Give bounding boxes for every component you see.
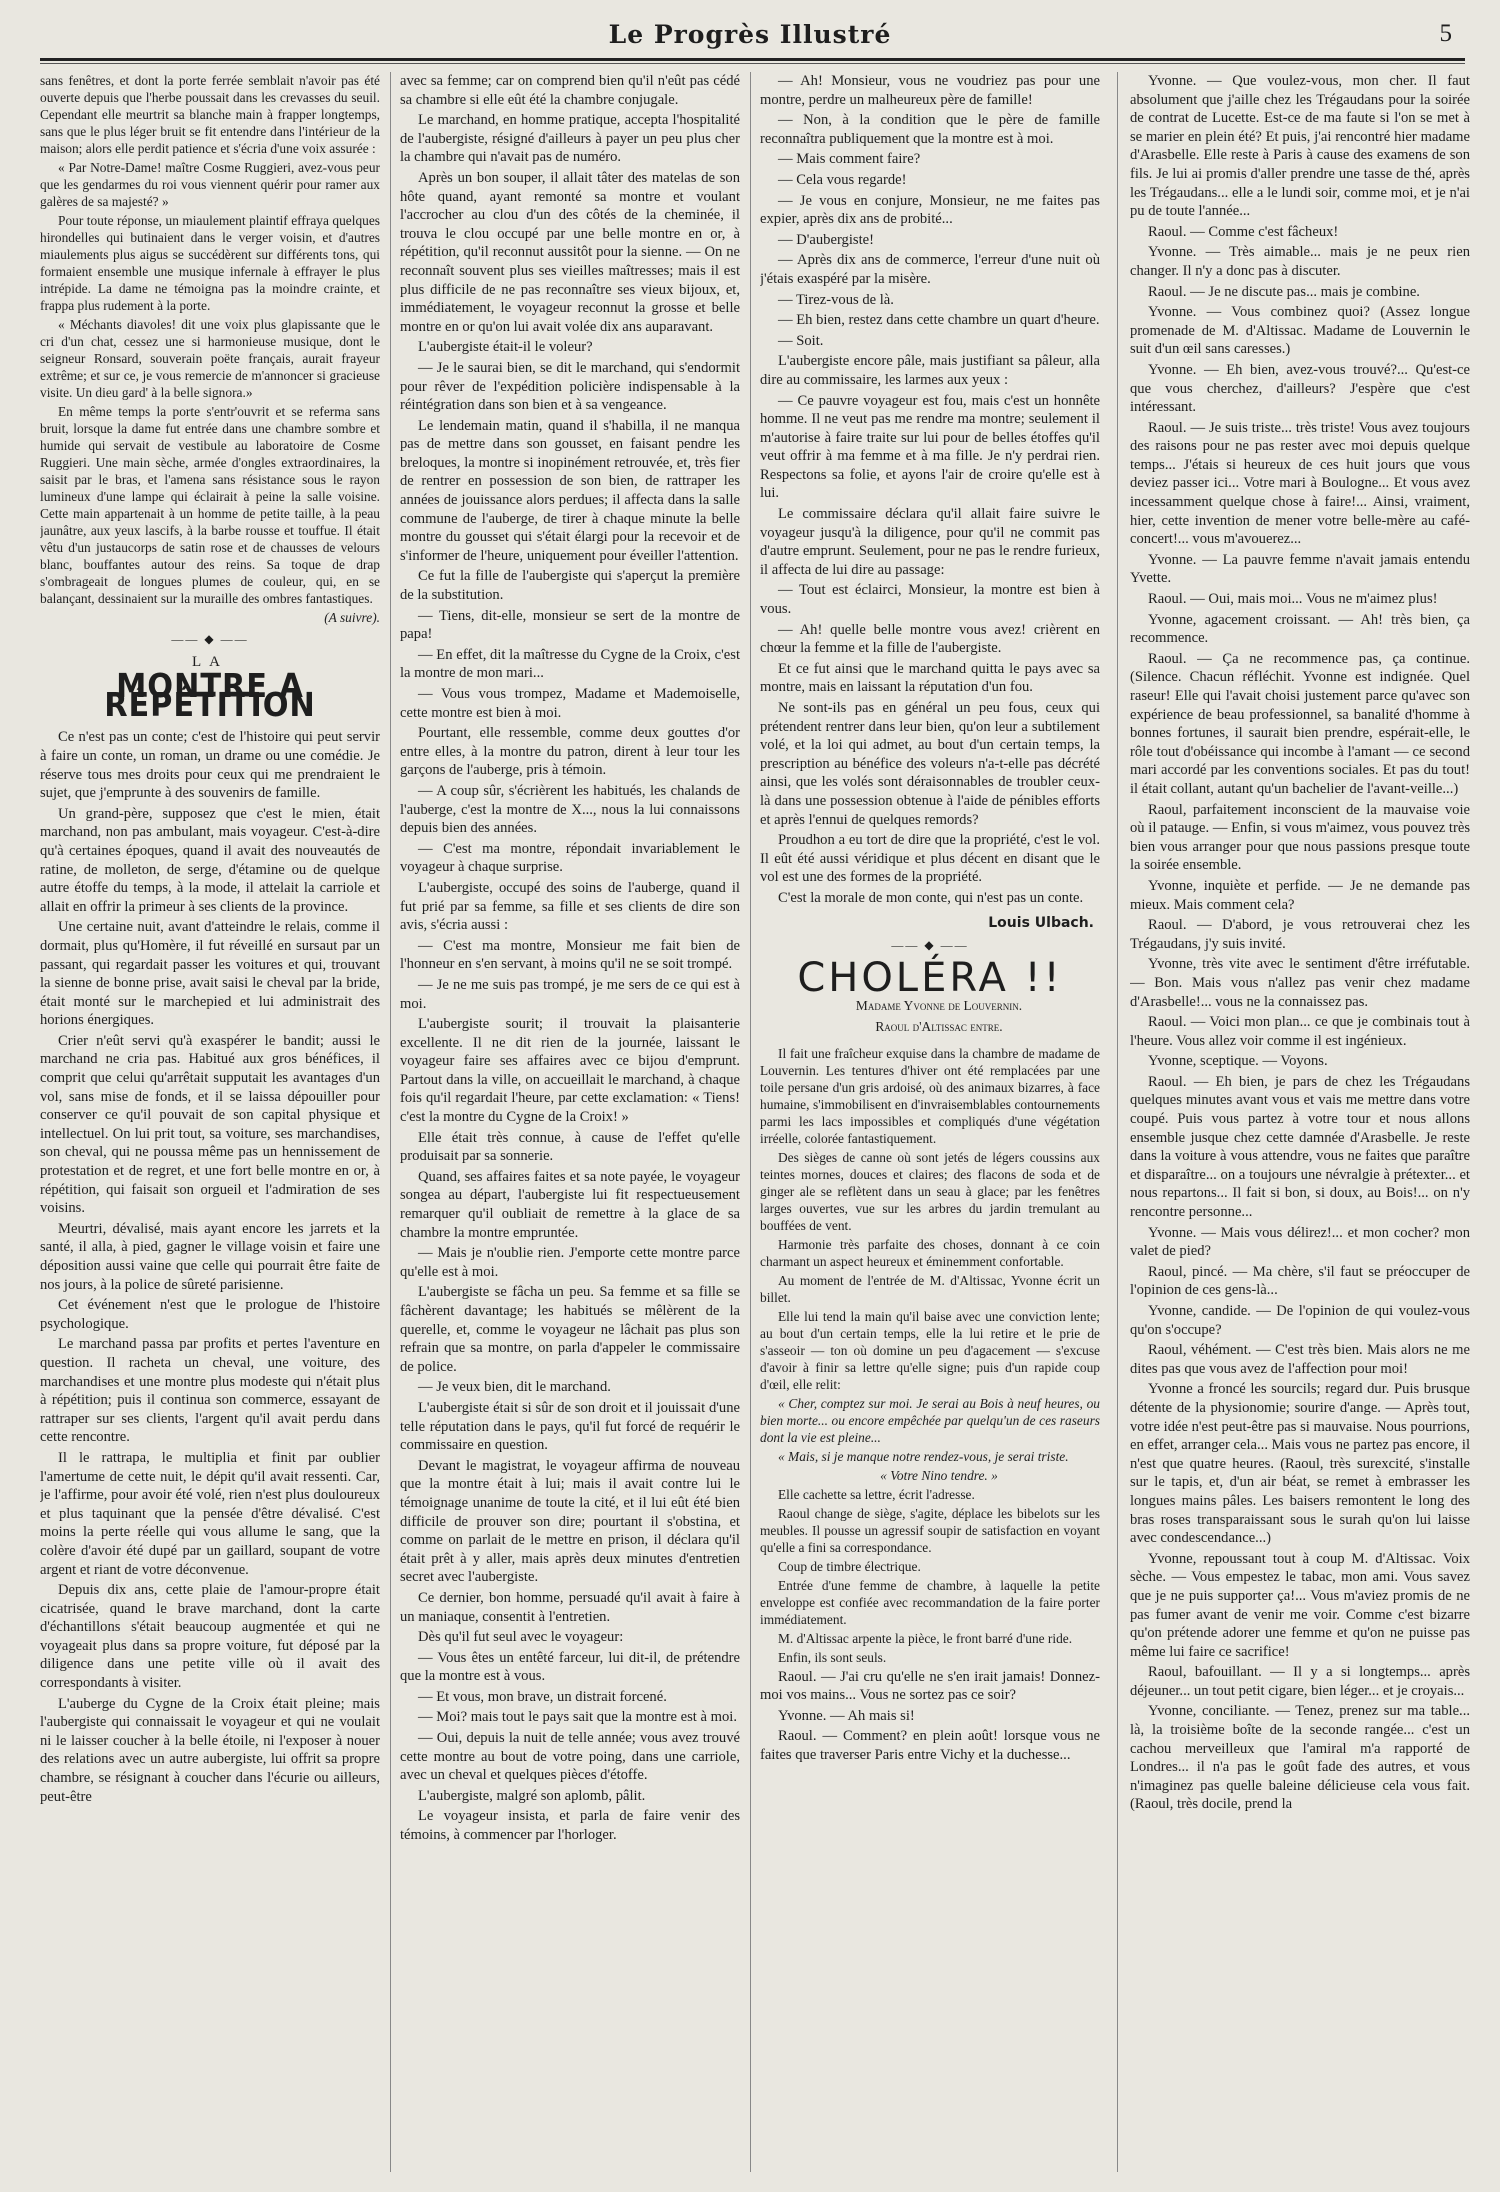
paragraph: Le commissaire déclara qu'il allait faire suivre le voyageur jusqu'à la diligence, pour qu'il ne commit pas d'autre emprunt. Seulement, pour ne pas le rendre furieux, il affecta de lui dire au passage: <box>760 506 1100 578</box>
column-1 <box>40 72 380 2172</box>
separator-ornament: —— ◆ —— <box>891 938 969 953</box>
paragraph: Elle cachette sa lettre, écrit l'adresse. <box>778 1486 975 1502</box>
paragraph: sans fenêtres, et dont la porte ferrée semblait n'avoir pas été ouverte depuis que l'herbe poussait dans les crevasses du seuil. Cependant elle meurtrit sa blanche main à frapper longtemps, sans que le plus léger bruit se fit entendre dans l'intérieur de la maison; alors elle perdit patience et s'écria d'une voix assurée : <box>40 73 380 156</box>
paragraph: Au moment de l'entrée de M. d'Altissac, Yvonne écrit un billet. <box>760 1272 1100 1305</box>
paragraph: L'aubergiste se fâcha un peu. Sa femme et sa fille se fâchèrent davantage; les habitués se mêlèrent de la querelle, et, comme le voyageur ne lâchait pas plus son refrain que sa montre, on parla d'appeler le commissaire de police. <box>400 1284 740 1375</box>
dialogue-line: Raoul, véhément. — C'est très bien. Mais alors ne me dites pas que vous avez de l'affection pour moi! <box>1130 1342 1470 1377</box>
paragraph: Une certaine nuit, avant d'atteindre le relais, comme il dormait, plus qu'Homère, il fut réveillé en sursaut par un passant, qui regardait passer les voitures et qui, trouvant la sienne de bonne prise, avait saisi le cheval par la bride, était monté sur le marchepied et lui administrait des horions énergiques. <box>40 919 380 1029</box>
paragraph: Elle lui tend la main qu'il baise avec une conviction lente; au bout d'un certain temps, elle la lui retire et le prie de s'asseoir — ton où domine un peu d'agacement — s'excuse d'avoir à finir sa lettre qu'elle signe; puis d'un rapide coup d'œil, elle relit: <box>760 1308 1100 1392</box>
column-divider <box>390 72 391 2172</box>
letter-line: « Cher, comptez sur moi. Je serai au Bois à neuf heures, ou bien morte... ou encore empêchée par quelqu'un de ces raseurs dont la vie est pleine... <box>760 1395 1100 1445</box>
paragraph: Ce n'est pas un conte; c'est de l'histoire qui peut servir à faire un conte, un roman, un drame ou une comédie. Je réserve tous mes droits pour ceux qui me prendraient le sujet, que j'emprunte à des souvenirs de famille. <box>40 729 380 802</box>
paragraph: Entrée d'une femme de chambre, à laquelle la petite enveloppe est confiée avec recommandation de la faire porter immédiatement. <box>760 1577 1100 1627</box>
paragraph: — Tiens, dit-elle, monsieur se sert de la montre de papa! <box>400 607 740 643</box>
stage-directions <box>760 1045 1100 1666</box>
paragraph: Harmonie très parfaite des choses, donnant à ce coin charmant un aspect heureux et éminemment confortable. <box>760 1236 1100 1269</box>
paragraph: — D'aubergiste! <box>778 231 874 248</box>
newspaper-title: Le Progrès Illustré <box>608 20 892 49</box>
dialogue-line: Yvonne, inquiète et perfide. — Je ne demande pas mieux. Mais comment cela? <box>1130 877 1470 913</box>
paragraph: L'aubergiste, malgré son aplomb, pâlit. <box>418 1787 646 1804</box>
paragraph: Un grand-père, supposez que c'est le mien, était marchand, non pas ambulant, mais voyageur. C'est-à-dire qu'à certaines époques, quand il avait des nouveautés de ratine, de molleton, de serge, d'étamine ou de quelque autre étoffe du temps, à la mode, il attelait la carriole et allait en offrir la primeur à ses clients de la province. <box>40 805 380 915</box>
dialogue-line: Yvonne, candide. — De l'opinion de qui voulez-vous qu'on s'occupe? <box>1130 1303 1470 1338</box>
dialogue-line: Raoul. — Comme c'est fâcheux! <box>1148 223 1339 240</box>
dialogue-line: Raoul. — Oui, mais moi... Vous ne m'aimez plus! <box>1148 591 1438 608</box>
article-kicker: LA <box>192 653 228 670</box>
separator-ornament: —— ◆ —— <box>171 632 249 646</box>
dialogue-line: Raoul, bafouillant. — Il y a si longtemps... après déjeuner... un tout petit cigare, bien léger... et je croyais... <box>1130 1664 1470 1699</box>
page-number: 5 <box>1439 20 1452 47</box>
paragraph: Des sièges de canne où sont jetés de légers coussins aux teintes mornes, douces et claires; des flacons de soda et de ginger ale se reflètent dans un seau à glace; par les fenêtres larges ouvertes, vue sur les arbres du jardin tremulant au bouffées de vent. <box>760 1149 1100 1233</box>
paragraph: — Vous êtes un entêté farceur, lui dit-il, de prétendre que la montre est à vous. <box>400 1649 740 1685</box>
dialogue-line: Yvonne. — Mais vous délirez!... et mon cocher? mon valet de pied? <box>1130 1224 1470 1260</box>
paragraph: — Eh bien, restez dans cette chambre un quart d'heure. <box>778 312 1100 329</box>
paragraph: — Non, à la condition que le père de famille reconnaîtra publiquement que la montre est à moi. <box>760 112 1100 147</box>
header-rule <box>40 58 1465 61</box>
paragraph: En même temps la porte s'entr'ouvrit et se referma sans bruit, lorsque la dame fut entrée dans une chambre sombre et humide qui servait de vestibule au laboratoire de Cosme Ruggieri. Une main sèche, armée d'ongles extraordinaires, la saisit par le bras, et l'amena sans résistance sous le rayon lumineux d'une lampe qui éclairait à peine la salle voisine. Cette main appartenait à un homme de petite taille, à la peau jaunâtre, aux yeux lascifs, à la barbe rousse et touffue. Il était vêtu d'un justaucorps de satin rose et de chausses de velours blanc, bouffantes autour des reins. Sa toque de drap s'ombrageait de longues plumes de couleur, qui, en se balançant, dessinaient sur la muraille des ombres fantastiques. <box>40 404 380 606</box>
paragraph: — Vous vous trompez, Madame et Mademoiselle, cette montre est bien à moi. <box>400 686 740 721</box>
paragraph: Pourtant, elle ressemble, comme deux gouttes d'or entre elles, à la montre du patron, dirent à leur tour les garçons de l'auberge, pris à témoin. <box>400 725 740 779</box>
paragraph: — Mais je n'oublie rien. J'emporte cette montre parce qu'elle est à moi. <box>400 1245 740 1280</box>
paragraph: Le marchand, en homme pratique, accepta l'hospitalité de l'aubergiste, résigné d'ailleurs à payer un peu plus cher la chambre qui n'avait pas de numéro. <box>400 112 740 166</box>
paragraph: Quand, ses affaires faites et sa note payée, le voyageur songea au départ, l'aubergiste lui fit respectueusement remarquer qu'il oubliait de remettre à la glace de sa chambre la montre empruntée. <box>400 1168 740 1241</box>
paragraph: Devant le magistrat, le voyageur affirma de nouveau que la montre était à lui; mais il avait contre lui le témoignage unanime de toute la cité, et il lui eût été bien difficile de prouver son dire; pourtant il s'obstina, et comme on parlait de le mettre en prison, il déclara qu'il était prêt à y aller, mais après deux minutes d'entretien secret avec l'aubergiste. <box>400 1457 740 1586</box>
paragraph: Le voyageur insista, et parla de faire venir des témoins, à commencer par l'horloger. <box>400 1808 740 1844</box>
paragraph: Ce fut la fille de l'aubergiste qui s'aperçut la première de la substitution. <box>400 568 740 604</box>
paragraph: — Je veux bien, dit le marchand. <box>418 1379 611 1396</box>
paragraph: — Tout est éclairci, Monsieur, la montre est bien à vous. <box>760 582 1100 618</box>
letter-signature: « Votre Nino tendre. » <box>880 1467 998 1483</box>
paragraph: — Après dix ans de commerce, l'erreur d'une nuit où j'étais exaspéré par la misère. <box>760 252 1100 287</box>
paragraph: Depuis dix ans, cette plaie de l'amour-propre était cicatrisée, quand le brave marchand, dont la carte d'échantillons s'était beaucoup augmentée et qui ne voyageait plus dans sa propre voiture, fut déposé par la diligence dans une petite ville où il avait des correspondants à visiter. <box>40 1582 380 1692</box>
dialogue-line: Raoul. — D'abord, je vous retrouverai chez les Trégaudans, j'y suis invité. <box>1130 917 1470 952</box>
paragraph: M. d'Altissac arpente la pièce, le front barré d'une ride. <box>778 1630 1073 1646</box>
page-header <box>40 18 1460 52</box>
paragraph: Raoul change de siège, s'agite, déplace les bibelots sur les meubles. Il pousse un agressif soupir de satisfaction en voyant qu'elle a fini sa correspondance. <box>760 1505 1100 1555</box>
paragraph: — Moi? mais tout le pays sait que la montre est à moi. <box>418 1709 737 1726</box>
dialogue-line: Yvonne, très vite avec le sentiment d'être irréfutable. — Bon. Mais vous n'allez pas venir chez madame d'Arasbelle!... vous ne la connaissez pas. <box>1130 956 1470 1010</box>
article-title: CHOLÉRA !! <box>797 954 1063 1001</box>
serial-continuation <box>40 72 380 626</box>
column-divider <box>750 72 751 2172</box>
dialogue-line: Yvonne, agacement croissant. — Ah! très bien, ça recommence. <box>1130 611 1470 647</box>
dialogue-line: Raoul. — Comment? en plein août! lorsque vous ne faites que traverser Paris entre Vichy et la duchesse... <box>760 1728 1100 1763</box>
author-signature: Louis Ulbach. <box>988 914 1094 931</box>
paragraph: Dès qu'il fut seul avec le voyageur: <box>418 1629 624 1646</box>
column-2 <box>400 72 740 2172</box>
dialogue-line: Yvonne. — Que voulez-vous, mon cher. Il faut absolument que j'aille chez les Trégaudans pour la soirée de contrat de Lucette. Est-ce de ma faute si l'on se met à se marier en plein été? Et puis, j'ai rencontré hier madame d'Arasbelle. Elle reste à Paris à cause des examens de son fils. Je lui ai promis d'aller prendre une tasse de thé, après les Trégaudans... elle a le lundi soir, comme moi, et je n'ai pu de toute l'année... <box>1130 73 1470 220</box>
paragraph: Et ce fut ainsi que le marchand quitta le pays avec sa montre, mais en laissant la réputation d'un fou. <box>760 660 1100 696</box>
paragraph: Ne sont-ils pas en général un peu fous, ceux qui prétendent rentrer dans leur bien, qu'on leur a subtilement volé, et la loi qui admet, au bout d'un certain temps, la prescription au bénéfice des voleurs n'a-t-elle pas décrété ainsi, que les volés sont déraisonnables de troubler ceux-là dans une possession obtenue à l'aide de pénibles efforts et après l'ennui de quelques remords? <box>760 700 1100 828</box>
paragraph: « Par Notre-Dame! maître Cosme Ruggieri, avez-vous peur que les gendarmes du roi vous viennent quérir pour ramer aux galères de sa majesté? » <box>40 160 380 209</box>
dialogue-line: Yvonne. — Eh bien, avez-vous trouvé?... Qu'est-ce que vous cherchez, d'ailleurs? J'espère que c'est intéressant. <box>1130 361 1470 416</box>
paragraph: Coup de timbre électrique. <box>778 1558 921 1574</box>
dialogue-line: Raoul, pincé. — Ma chère, s'il faut se préoccuper de l'opinion de ces gens-là... <box>1130 1263 1470 1299</box>
paragraph: L'aubergiste sourit; il trouvait la plaisanterie excellente. Il ne dit rien de la journée, laissant le voyageur faire ses affaires avec ce bijou d'emprunt. Partout dans la ville, on accueillait le marchand, à chaque fois qu'il regardait l'heure, par cette exclamation: « Tiens! c'est la montre du Cygne de la Croix! » <box>400 1016 740 1126</box>
dialogue-line: Raoul. — Je ne discute pas... mais je combine. <box>1148 283 1420 300</box>
dialogue-line: Raoul. — Ça ne recommence pas, ça continue. (Silence. Chacun réfléchit. Yvonne est indignée. Quel raseur! Elle qui l'avait choisi justement parce qu'avec son expérience de beau professionnel, sa banalité d'homme à bonnes fortunes, il saurait bien prendre, espérait-elle, le rôle tout d'obéissance qui incombe à l'amant — ce second mari accordé par les conventions sociales. Et pas du tout! il était collant, autant qu'un bachelier de l'avant-veille...) <box>1130 650 1470 797</box>
paragraph: — Je ne me suis pas trompé, je me sers de ce qui est à moi. <box>400 976 740 1012</box>
cast-line: Madame Yvonne de Louvernin. <box>855 998 1023 1014</box>
cast-line: Raoul d'Altissac entre. <box>875 1018 1003 1034</box>
paragraph: — Cela vous regarde! <box>778 171 907 188</box>
paragraph: Il le rattrapa, le multiplia et finit par oublier l'amertume de cette nuit, le dépit qu'il avait ressenti. Car, je l'affirme, pour avoir été volé, rien n'est plus douloureux et plus taquinant que la pensée d'être dévalisé. C'est moins la perte réelle qui vous allume le sang, que la colère d'avoir été dupé par un gaillard, soupant de votre argent et riant de votre déconvenue. <box>40 1449 380 1578</box>
paragraph: — Je vous en conjure, Monsieur, ne me faites pas expier, après dix ans de probité... <box>760 192 1100 228</box>
dialogue-line: Yvonne. — Vous combinez quoi? (Assez longue promenade de M. d'Altissac. Madame de Louvernin le suit d'un œil sans caresses.) <box>1130 304 1470 358</box>
paragraph: Enfin, ils sont seuls. <box>778 1649 887 1665</box>
paragraph: — Et vous, mon brave, un distrait forcené. <box>418 1688 667 1705</box>
paragraph: avec sa femme; car on comprend bien qu'il n'eût pas cédé sa chambre si elle eût été la chambre conjugale. <box>400 73 740 108</box>
dialogue-line: Raoul. — Eh bien, je pars de chez les Trégaudans quelques minutes avant vous et vais me mettre dans votre coupé. Puis vous partez à votre tour et nous allons ensemble jusque chez cette damnée d'Arasbelle. Je reste dans la voiture à vous attendre, vous ne faites que paraître et disparaître... on a toujours une névralgie à prétexter... et nous repartons... Il fait si bon, si doux, au Bois!... on n'y rencontre personne... <box>1130 1073 1470 1221</box>
paragraph: « Méchants diavoles! dit une voix plus glapissante que le cri d'un chat, cessez une si harmonieuse musique, dont le seigneur Ronsard, souverain poëte français, aurait frayeur extrême; et sur ce, je vous remercie de m'annoncer si gracieuse visite. Un dieu gard' à la belle signora.» <box>40 317 380 400</box>
paragraph: Le marchand passa par profits et pertes l'aventure en question. Il racheta un cheval, une voiture, des marchandises et une montre plus modeste qui n'était plus à répétition; puis il continua son commerce, essayant de rattraper sur ses clients, l'argent qu'il avait perdu dans cette rencontre. <box>40 1336 380 1446</box>
paragraph: Le lendemain matin, quand il s'habilla, il ne manqua pas de mettre dans son gousset, en faisant pendre les breloques, la montre si inopinément retrouvée, et, très fier de rentrer en possession de son bien, de rattraper les années de jouissance alors perdues; il affecta dans la salle commune de l'auberge, de tirer à chaque minute la belle montre du gousset qui s'était élargi pour la recevoir et de s'informer de l'heure, uniquement pour éveiller l'attention. <box>400 417 740 564</box>
paragraph: — Tirez-vous de là. <box>778 291 894 308</box>
paragraph: L'auberge du Cygne de la Croix était pleine; mais l'aubergiste qui connaissait le voyageur et qui ne voulait ni le laisser coucher à la belle étoile, ni l'exposer à nouer des relations avec un autre aubergiste, lui offrit sa propre chambre, se résignant à coucher dans l'écurie ou ailleurs, peut-être <box>40 1695 380 1805</box>
paragraph: — En effet, dit la maîtresse du Cygne de la Croix, c'est la montre de mon mari... <box>400 646 740 682</box>
paragraph: Cet événement n'est que le prologue de l'histoire psychologique. <box>40 1297 380 1332</box>
dialogue-line: Yvonne, sceptique. — Voyons. <box>1148 1053 1328 1070</box>
dialogue-line: Raoul. — Voici mon plan... ce que je combinais tout à l'heure. Vous allez voir comme il est ingénieux. <box>1130 1014 1470 1049</box>
paragraph: — Je le saurai bien, se dit le marchand, qui s'endormit pour rêver de l'expédition policière indispensable à la réintégration dans son bien et à sa vengeance. <box>400 359 740 414</box>
column-4 <box>1130 72 1470 2172</box>
a-suivre: (A suivre). <box>324 610 380 625</box>
dialogue-line: Yvonne. — La pauvre femme n'avait jamais entendu Yvette. <box>1130 551 1470 587</box>
paragraph: L'aubergiste encore pâle, mais justifiant sa pâleur, alla dire au commissaire, les larmes aux yeux : <box>760 353 1100 388</box>
paragraph: Proudhon a eu tort de dire que la propriété, c'est le vol. Il eût été aussi véridique et plus décent en disant que le vol est une des formes de la propriété. <box>760 832 1100 886</box>
dialogue-line: Raoul, parfaitement inconscient de la mauvaise voie où il patauge. — Enfin, si vous m'aimez, vous pouvez très bien vous arranger pour que nous passions presque toute la soirée ensemble. <box>1130 801 1470 874</box>
paragraph: C'est la morale de mon conte, qui n'est pas un conte. <box>778 889 1084 906</box>
paragraph: — Ce pauvre voyageur est fou, mais c'est un honnête homme. Il ne veut pas me rendre ma montre; seulement il m'autorise à faire traite sur lui pour de belles étoffes qu'il veut offrir à ma femme et à ma fille. Je n'y perdrai rien. Respectons sa folie, et ayons l'air de croire qu'elle est à lui. <box>760 392 1100 502</box>
paragraph: Crier n'eût servi qu'à exaspérer le bandit; aussi le marchand ne cria pas. Habitué aux gros bénéfices, il comprit que celui qu'arrêtait supputait les avantages d'un vol, sans mise de fonds, et il se laissa dépouiller pour conserver ce qu'il pouvait de son capital physique et intellectuel. On lui prit tout, sa voiture, ses marchandises, son cheval, qui ne poussa même pas un hennissement de protestation et de regret, et une fort belle montre en or, à répétition, qui faisait son orgueil et l'admiration de ses voisins. <box>40 1032 380 1217</box>
paragraph: Pour toute réponse, un miaulement plaintif effraya quelques hirondelles qui butinaient dans le verger voisin, et d'autres miaulements plus aigus se succédèrent sur différents tons, qui formaient ensemble une musique infernale à effrayer le plus intrépide. La dame ne témoigna pas la moindre crainte, et frappa plus rudement à la porte. <box>40 213 380 313</box>
paragraph: — Ah! quelle belle montre vous avez! crièrent en chœur la femme et la fille de l'aubergiste. <box>760 621 1100 657</box>
column-divider <box>1117 72 1118 2172</box>
dialogue-line: Yvonne. — Très aimable... mais je ne peux rien changer. Il n'y a donc pas à discuter. <box>1130 244 1470 279</box>
paragraph: Il fait une fraîcheur exquise dans la chambre de madame de Louvernin. Les tentures d'hiver ont été remplacées par une toile persane d'un gris ardoisé, où des animaux bizarres, à face humaine, s'immobilisent en d'invraisemblables contournements parmi les lacs impossibles et compliqués d'une végétation irréelle, colorée fantastiquement. <box>760 1045 1100 1146</box>
dialogue-line: Yvonne. — Ah mais si! <box>778 1707 915 1724</box>
paragraph: L'aubergiste était-il le voleur? <box>418 339 593 356</box>
paragraph: — C'est ma montre, répondait invariablement le voyageur à chaque surprise. <box>400 840 740 876</box>
header-rule-thin <box>40 63 1465 64</box>
paragraph: Après un bon souper, il allait tâter des matelas de son hôte quand, ayant remonté sa montre et voulant l'accrocher au clou d'un des côtés de la cheminée, il trouva le clou occupé par une belle montre en or, à répétition, qu'il reconnut aussitôt pour la sienne. — On ne reconnaît souvent plus ses vieilles maîtresses; mais il est plus difficile de ne pas reconnaître ses vieux bijoux, et, immédiatement, le voyageur reconnut la grosse et belle montre en or qu'on lui avait volée dix ans auparavant. <box>400 169 740 335</box>
dialogue-line: Raoul. — Je suis triste... très triste! Vous avez toujours des raisons pour ne pas rester avec moi depuis quelque temps... J'étais si heureux de ces huit jours que vous deviez passer ici... Votre mari à Boulogne... Et vous avez incessamment quelque chose à faire!... Ainsi, vraiment, hier, cette invention de mener votre belle-mère au café-concert!... vous m'avouerez... <box>1130 419 1470 548</box>
article-title: MONTRE A RÉPÉTITION <box>104 666 316 724</box>
letter-line: « Mais, si je manque notre rendez-vous, je serai triste. <box>778 1448 1069 1464</box>
paragraph: Meurtri, dévalisé, mais ayant encore les jarrets et la santé, il alla, à pied, gagner le village voisin et faire une déposition aussi vaine que celle qui pourrait être faite de nos jours, à la police de sûreté parisienne. <box>40 1220 380 1293</box>
paragraph: — C'est ma montre, Monsieur me fait bien de l'honneur en s'en servant, à moins qu'il ne se soit trompé. <box>400 937 740 973</box>
column-3 <box>760 72 1100 2172</box>
dialogue-line: Yvonne, repoussant tout à coup M. d'Altissac. Voix sèche. — Vous empestez le tabac, mon ami. Vous savez que je ne puis supporter ça!... Vous m'aviez promis de ne pas fumer avant de venir me voir. Comme c'est bizarre qu'on prétende adorer une femme et qu'on ne puisse pas même lui faire ce sacrifice! <box>1130 1550 1470 1660</box>
paragraph: Elle était très connue, à cause de l'effet qu'elle produisait par sa sonnerie. <box>400 1129 740 1165</box>
paragraph: Ce dernier, bon homme, persuadé qu'il avait à faire à un maniaque, consentit à l'entretien. <box>400 1589 740 1625</box>
dialogue-line: Yvonne a froncé les sourcils; regard dur. Puis brusque détente de la physionomie; sourire d'ange. — Après tout, votre idée n'est peut-être pas si mauvaise. Nous pourrions, en effet, arranger cela... Mais vous ne partez pas encore, il n'est que quatre heures. (Raoul, très surexcité, s'installe sur le tapis, et, d'un air béat, se remet à embrasser les longues mains pâles. Les baisers remontent le long des bras roses transparaissant sous le surah qu'on lui laisse avec condescendance...) <box>1130 1381 1470 1547</box>
paragraph: L'aubergiste était si sûr de son droit et il jouissait d'une telle réputation dans le pays, qu'il fut forcé de requérir le commissaire en question. <box>400 1399 740 1454</box>
paragraph: L'aubergiste, occupé des soins de l'auberge, quand il fut prié par sa femme, sa fille et ses clients de dire son avis, s'écria aussi : <box>400 879 740 934</box>
paragraph: — Mais comment faire? <box>778 151 921 168</box>
paragraph: — Oui, depuis la nuit de telle année; vous avez trouvé cette montre au bout de votre poing, dans une carriole, avec un cheval et quelques pièces d'étoffe. <box>400 1730 740 1784</box>
paragraph: — Soit. <box>778 332 824 349</box>
dialogue-line: Yvonne, conciliante. — Tenez, prenez sur ma table... là, la troisième boîte de la seconde rangée... c'est un cachou merveilleux que l'amiral m'a rapporté de Londres... il n'a pas le goût fade des autres, et vous n'imaginez pas quelle baleine délicieuse cela vous fait. (Raoul, très docile, prend la <box>1130 1703 1470 1813</box>
paragraph: — A coup sûr, s'écrièrent les habitués, les chalands de l'auberge, c'est la montre de X..., nous la lui connaissons depuis bien des années. <box>400 782 740 837</box>
dialogue-line: Raoul. — J'ai cru qu'elle ne s'en irait jamais! Donnez-moi vos mains... Vous ne sortez pas ce soir? <box>760 1668 1100 1704</box>
paragraph: — Ah! Monsieur, vous ne voudriez pas pour une montre, perdre un malheureux père de famille! <box>760 73 1100 108</box>
